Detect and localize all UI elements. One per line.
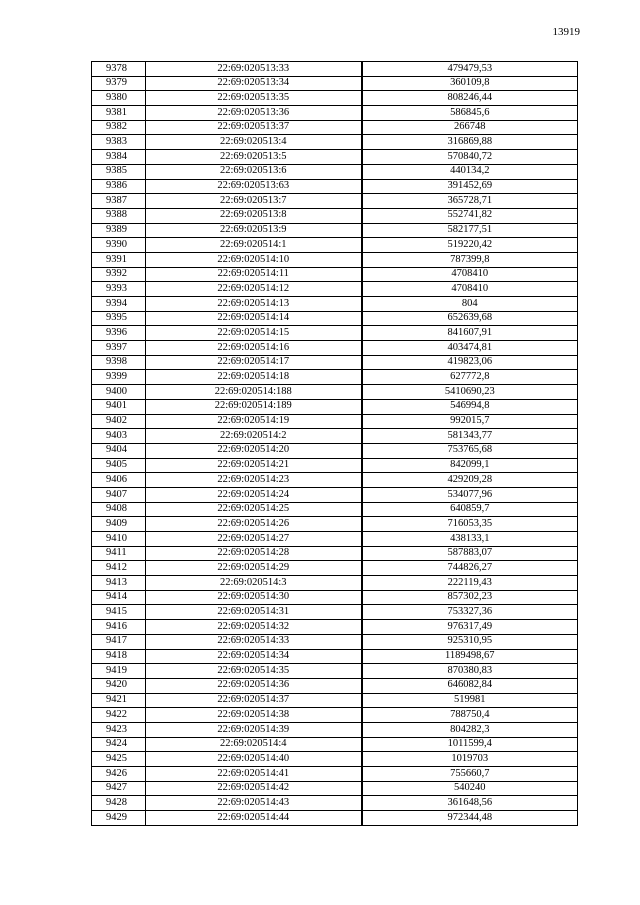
row-number-cell: 9411 bbox=[92, 546, 146, 561]
cadastral-number-cell: 22:69:020514:37 bbox=[146, 693, 362, 708]
cadastral-number-cell: 22:69:020514:39 bbox=[146, 722, 362, 737]
table-row bbox=[92, 722, 578, 737]
value-cell: 870380,83 bbox=[362, 664, 578, 679]
value-cell: 429209,28 bbox=[362, 473, 578, 488]
value-cell: 744826,27 bbox=[362, 561, 578, 576]
row-number-cell: 9429 bbox=[92, 811, 146, 826]
value-cell: 992015,7 bbox=[362, 414, 578, 429]
row-number-cell: 9415 bbox=[92, 605, 146, 620]
cadastral-number-cell: 22:69:020513:9 bbox=[146, 223, 362, 238]
table-row bbox=[92, 752, 578, 767]
cadastral-number-cell: 22:69:020514:13 bbox=[146, 297, 362, 312]
row-number-cell: 9402 bbox=[92, 414, 146, 429]
value-cell: 808246,44 bbox=[362, 91, 578, 106]
table-row bbox=[92, 385, 578, 400]
table-row bbox=[92, 414, 578, 429]
cadastral-number-cell: 22:69:020514:17 bbox=[146, 355, 362, 370]
value-cell: 534077,96 bbox=[362, 487, 578, 502]
row-number-cell: 9428 bbox=[92, 796, 146, 811]
cadastral-number-cell: 22:69:020513:36 bbox=[146, 106, 362, 121]
cadastral-number-cell: 22:69:020514:30 bbox=[146, 590, 362, 605]
row-number-cell: 9380 bbox=[92, 91, 146, 106]
row-number-cell: 9410 bbox=[92, 532, 146, 547]
table-row bbox=[92, 106, 578, 121]
value-cell: 222119,43 bbox=[362, 576, 578, 591]
table-row bbox=[92, 311, 578, 326]
table-row bbox=[92, 605, 578, 620]
value-cell: 627772,8 bbox=[362, 370, 578, 385]
value-cell: 857302,23 bbox=[362, 590, 578, 605]
table-row bbox=[92, 91, 578, 106]
row-number-cell: 9424 bbox=[92, 737, 146, 752]
table-row bbox=[92, 208, 578, 223]
row-number-cell: 9382 bbox=[92, 120, 146, 135]
cadastral-number-cell: 22:69:020513:4 bbox=[146, 135, 362, 150]
row-number-cell: 9401 bbox=[92, 399, 146, 414]
cadastral-number-cell: 22:69:020514:3 bbox=[146, 576, 362, 591]
cadastral-number-cell: 22:69:020514:35 bbox=[146, 664, 362, 679]
row-number-cell: 9378 bbox=[92, 62, 146, 77]
value-cell: 540240 bbox=[362, 781, 578, 796]
value-cell: 787399,8 bbox=[362, 252, 578, 267]
row-number-cell: 9412 bbox=[92, 561, 146, 576]
row-number-cell: 9426 bbox=[92, 767, 146, 782]
row-number-cell: 9404 bbox=[92, 443, 146, 458]
row-number-cell: 9381 bbox=[92, 106, 146, 121]
cadastral-number-cell: 22:69:020514:18 bbox=[146, 370, 362, 385]
table-row bbox=[92, 708, 578, 723]
value-cell: 925310,95 bbox=[362, 634, 578, 649]
table-row bbox=[92, 443, 578, 458]
value-cell: 646082,84 bbox=[362, 678, 578, 693]
row-number-cell: 9396 bbox=[92, 326, 146, 341]
row-number-cell: 9403 bbox=[92, 429, 146, 444]
row-number-cell: 9408 bbox=[92, 502, 146, 517]
row-number-cell: 9418 bbox=[92, 649, 146, 664]
cadastral-number-cell: 22:69:020514:189 bbox=[146, 399, 362, 414]
row-number-cell: 9395 bbox=[92, 311, 146, 326]
cadastral-number-cell: 22:69:020514:20 bbox=[146, 443, 362, 458]
value-cell: 4708410 bbox=[362, 267, 578, 282]
page-number: 13919 bbox=[552, 26, 580, 38]
cadastral-number-cell: 22:69:020514:23 bbox=[146, 473, 362, 488]
table-row bbox=[92, 781, 578, 796]
cadastral-number-cell: 22:69:020514:31 bbox=[146, 605, 362, 620]
cadastral-number-cell: 22:69:020514:36 bbox=[146, 678, 362, 693]
table-row bbox=[92, 194, 578, 209]
table-row bbox=[92, 487, 578, 502]
table-row bbox=[92, 796, 578, 811]
row-number-cell: 9393 bbox=[92, 282, 146, 297]
table-row bbox=[92, 737, 578, 752]
cadastral-number-cell: 22:69:020514:25 bbox=[146, 502, 362, 517]
cadastral-number-cell: 22:69:020514:188 bbox=[146, 385, 362, 400]
value-cell: 587883,07 bbox=[362, 546, 578, 561]
cadastral-number-cell: 22:69:020513:7 bbox=[146, 194, 362, 209]
cadastral-number-cell: 22:69:020514:12 bbox=[146, 282, 362, 297]
cadastral-number-cell: 22:69:020513:63 bbox=[146, 179, 362, 194]
cadastral-value-table bbox=[91, 61, 578, 826]
row-number-cell: 9420 bbox=[92, 678, 146, 693]
table-row bbox=[92, 767, 578, 782]
row-number-cell: 9389 bbox=[92, 223, 146, 238]
row-number-cell: 9409 bbox=[92, 517, 146, 532]
table-row bbox=[92, 532, 578, 547]
value-cell: 4708410 bbox=[362, 282, 578, 297]
row-number-cell: 9384 bbox=[92, 150, 146, 165]
row-number-cell: 9425 bbox=[92, 752, 146, 767]
row-number-cell: 9417 bbox=[92, 634, 146, 649]
value-cell: 438133,1 bbox=[362, 532, 578, 547]
row-number-cell: 9406 bbox=[92, 473, 146, 488]
row-number-cell: 9423 bbox=[92, 722, 146, 737]
value-cell: 361648,56 bbox=[362, 796, 578, 811]
row-number-cell: 9419 bbox=[92, 664, 146, 679]
cadastral-number-cell: 22:69:020514:21 bbox=[146, 458, 362, 473]
table-row bbox=[92, 341, 578, 356]
value-cell: 716053,35 bbox=[362, 517, 578, 532]
value-cell: 788750,4 bbox=[362, 708, 578, 723]
value-cell: 5410690,23 bbox=[362, 385, 578, 400]
row-number-cell: 9421 bbox=[92, 693, 146, 708]
cadastral-number-cell: 22:69:020514:41 bbox=[146, 767, 362, 782]
cadastral-number-cell: 22:69:020514:16 bbox=[146, 341, 362, 356]
value-cell: 1019703 bbox=[362, 752, 578, 767]
table-row bbox=[92, 150, 578, 165]
value-cell: 972344,48 bbox=[362, 811, 578, 826]
table-row bbox=[92, 517, 578, 532]
cadastral-number-cell: 22:69:020513:35 bbox=[146, 91, 362, 106]
value-cell: 403474,81 bbox=[362, 341, 578, 356]
row-number-cell: 9398 bbox=[92, 355, 146, 370]
row-number-cell: 9400 bbox=[92, 385, 146, 400]
value-cell: 640859,7 bbox=[362, 502, 578, 517]
value-cell: 266748 bbox=[362, 120, 578, 135]
row-number-cell: 9394 bbox=[92, 297, 146, 312]
cadastral-number-cell: 22:69:020514:14 bbox=[146, 311, 362, 326]
cadastral-number-cell: 22:69:020513:8 bbox=[146, 208, 362, 223]
table-row bbox=[92, 576, 578, 591]
row-number-cell: 9387 bbox=[92, 194, 146, 209]
table-row bbox=[92, 282, 578, 297]
table-row bbox=[92, 179, 578, 194]
cadastral-number-cell: 22:69:020513:5 bbox=[146, 150, 362, 165]
table-row bbox=[92, 664, 578, 679]
value-cell: 652639,68 bbox=[362, 311, 578, 326]
cadastral-number-cell: 22:69:020514:1 bbox=[146, 238, 362, 253]
value-cell: 546994,8 bbox=[362, 399, 578, 414]
cadastral-number-cell: 22:69:020514:40 bbox=[146, 752, 362, 767]
row-number-cell: 9390 bbox=[92, 238, 146, 253]
row-number-cell: 9416 bbox=[92, 620, 146, 635]
cadastral-number-cell: 22:69:020513:33 bbox=[146, 62, 362, 77]
row-number-cell: 9414 bbox=[92, 590, 146, 605]
row-number-cell: 9392 bbox=[92, 267, 146, 282]
table-row bbox=[92, 590, 578, 605]
value-cell: 519220,42 bbox=[362, 238, 578, 253]
value-cell: 1011599,4 bbox=[362, 737, 578, 752]
row-number-cell: 9386 bbox=[92, 179, 146, 194]
value-cell: 804 bbox=[362, 297, 578, 312]
table-row bbox=[92, 370, 578, 385]
table-row bbox=[92, 634, 578, 649]
row-number-cell: 9413 bbox=[92, 576, 146, 591]
table-row bbox=[92, 297, 578, 312]
value-cell: 316869,88 bbox=[362, 135, 578, 150]
value-cell: 842099,1 bbox=[362, 458, 578, 473]
cadastral-number-cell: 22:69:020514:38 bbox=[146, 708, 362, 723]
value-cell: 804282,3 bbox=[362, 722, 578, 737]
table-row bbox=[92, 164, 578, 179]
cadastral-number-cell: 22:69:020514:42 bbox=[146, 781, 362, 796]
value-cell: 479479,53 bbox=[362, 62, 578, 77]
cadastral-number-cell: 22:69:020513:34 bbox=[146, 76, 362, 91]
cadastral-number-cell: 22:69:020514:2 bbox=[146, 429, 362, 444]
cadastral-number-cell: 22:69:020514:24 bbox=[146, 487, 362, 502]
cadastral-number-cell: 22:69:020514:26 bbox=[146, 517, 362, 532]
cadastral-number-cell: 22:69:020514:28 bbox=[146, 546, 362, 561]
cadastral-number-cell: 22:69:020514:15 bbox=[146, 326, 362, 341]
value-cell: 552741,82 bbox=[362, 208, 578, 223]
table-row bbox=[92, 546, 578, 561]
row-number-cell: 9385 bbox=[92, 164, 146, 179]
value-cell: 391452,69 bbox=[362, 179, 578, 194]
table-row bbox=[92, 76, 578, 91]
table-row bbox=[92, 693, 578, 708]
cadastral-number-cell: 22:69:020514:29 bbox=[146, 561, 362, 576]
table-row bbox=[92, 238, 578, 253]
row-number-cell: 9391 bbox=[92, 252, 146, 267]
cadastral-number-cell: 22:69:020514:4 bbox=[146, 737, 362, 752]
row-number-cell: 9383 bbox=[92, 135, 146, 150]
table-row bbox=[92, 458, 578, 473]
row-number-cell: 9379 bbox=[92, 76, 146, 91]
cadastral-number-cell: 22:69:020514:10 bbox=[146, 252, 362, 267]
value-cell: 419823,06 bbox=[362, 355, 578, 370]
table-row bbox=[92, 620, 578, 635]
table-row bbox=[92, 473, 578, 488]
cadastral-number-cell: 22:69:020513:6 bbox=[146, 164, 362, 179]
cadastral-number-cell: 22:69:020514:34 bbox=[146, 649, 362, 664]
table-row bbox=[92, 326, 578, 341]
row-number-cell: 9399 bbox=[92, 370, 146, 385]
row-number-cell: 9405 bbox=[92, 458, 146, 473]
table-row bbox=[92, 649, 578, 664]
table-row bbox=[92, 135, 578, 150]
value-cell: 582177,51 bbox=[362, 223, 578, 238]
row-number-cell: 9397 bbox=[92, 341, 146, 356]
cadastral-number-cell: 22:69:020513:37 bbox=[146, 120, 362, 135]
table-row bbox=[92, 223, 578, 238]
table-row bbox=[92, 811, 578, 826]
row-number-cell: 9427 bbox=[92, 781, 146, 796]
table-body bbox=[92, 62, 578, 826]
table-row bbox=[92, 502, 578, 517]
row-number-cell: 9388 bbox=[92, 208, 146, 223]
cadastral-number-cell: 22:69:020514:44 bbox=[146, 811, 362, 826]
value-cell: 841607,91 bbox=[362, 326, 578, 341]
cadastral-number-cell: 22:69:020514:11 bbox=[146, 267, 362, 282]
cadastral-number-cell: 22:69:020514:43 bbox=[146, 796, 362, 811]
value-cell: 519981 bbox=[362, 693, 578, 708]
table-row bbox=[92, 267, 578, 282]
value-cell: 755660,7 bbox=[362, 767, 578, 782]
table-row bbox=[92, 355, 578, 370]
value-cell: 581343,77 bbox=[362, 429, 578, 444]
value-cell: 753327,36 bbox=[362, 605, 578, 620]
table-row bbox=[92, 120, 578, 135]
value-cell: 586845,6 bbox=[362, 106, 578, 121]
value-cell: 365728,71 bbox=[362, 194, 578, 209]
value-cell: 976317,49 bbox=[362, 620, 578, 635]
table-row bbox=[92, 399, 578, 414]
table-row bbox=[92, 561, 578, 576]
table-row bbox=[92, 678, 578, 693]
value-cell: 570840,72 bbox=[362, 150, 578, 165]
value-cell: 1189498,67 bbox=[362, 649, 578, 664]
row-number-cell: 9422 bbox=[92, 708, 146, 723]
value-cell: 440134,2 bbox=[362, 164, 578, 179]
table-row bbox=[92, 429, 578, 444]
cadastral-number-cell: 22:69:020514:19 bbox=[146, 414, 362, 429]
cadastral-number-cell: 22:69:020514:33 bbox=[146, 634, 362, 649]
table-row bbox=[92, 252, 578, 267]
cadastral-number-cell: 22:69:020514:27 bbox=[146, 532, 362, 547]
row-number-cell: 9407 bbox=[92, 487, 146, 502]
value-cell: 753765,68 bbox=[362, 443, 578, 458]
value-cell: 360109,8 bbox=[362, 76, 578, 91]
cadastral-number-cell: 22:69:020514:32 bbox=[146, 620, 362, 635]
table-row bbox=[92, 62, 578, 77]
